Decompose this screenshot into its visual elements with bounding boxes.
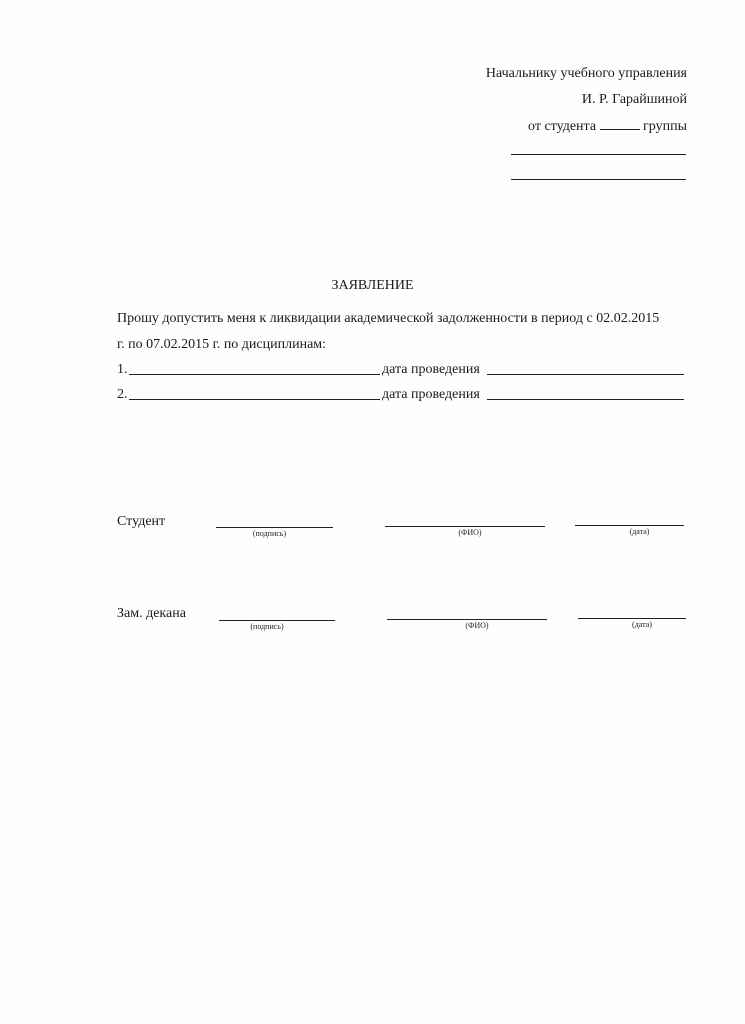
deputy-dean-date-caption: (дата) xyxy=(632,620,652,629)
body-line-1: Прошу допустить меня к ликвидации академической задолженности в период с 02.02.2015 xyxy=(117,311,660,326)
from-student-prefix: от студента xyxy=(528,119,597,134)
addressee-name: И. Р. Гарайшиной xyxy=(581,92,687,107)
discipline-blank-1[interactable] xyxy=(129,374,380,375)
student-name-blank[interactable] xyxy=(385,526,545,527)
item-number-2: 2. xyxy=(117,387,128,402)
student-signature-blank[interactable] xyxy=(216,527,333,528)
group-blank[interactable] xyxy=(600,117,640,130)
deputy-dean-date-blank[interactable] xyxy=(578,618,686,619)
student-name-caption: (ФИО) xyxy=(458,528,482,537)
student-name-blank-2[interactable] xyxy=(511,179,686,180)
student-signature-caption: (подпись) xyxy=(252,529,287,538)
student-date-blank[interactable] xyxy=(575,525,684,526)
date-label-2: дата проведения xyxy=(382,387,480,402)
deputy-dean-name-blank[interactable] xyxy=(387,619,547,620)
from-student-line xyxy=(528,117,687,135)
deputy-dean-name-caption: (ФИО) xyxy=(465,621,489,630)
from-student-suffix: группы xyxy=(643,119,687,134)
deputy-dean-signature-caption: (подпись) xyxy=(250,622,284,631)
body-line-2: г. по 07.02.2015 г. по дисциплинам: xyxy=(117,337,327,352)
deputy-dean-role-label: Зам. декана xyxy=(117,606,186,621)
student-date-caption: (дата) xyxy=(629,527,650,536)
document-title: ЗАЯВЛЕНИЕ xyxy=(331,278,414,293)
student-role-label: Студент xyxy=(117,514,166,529)
date-blank-2[interactable] xyxy=(487,399,684,400)
date-label-1: дата проведения xyxy=(382,362,480,377)
addressee-title: Начальнику учебного управления xyxy=(485,66,687,81)
item-number-1: 1. xyxy=(117,362,128,377)
discipline-blank-2[interactable] xyxy=(129,399,380,400)
student-name-blank-1[interactable] xyxy=(511,154,686,155)
deputy-dean-signature-blank[interactable] xyxy=(219,620,335,621)
date-blank-1[interactable] xyxy=(487,374,684,375)
